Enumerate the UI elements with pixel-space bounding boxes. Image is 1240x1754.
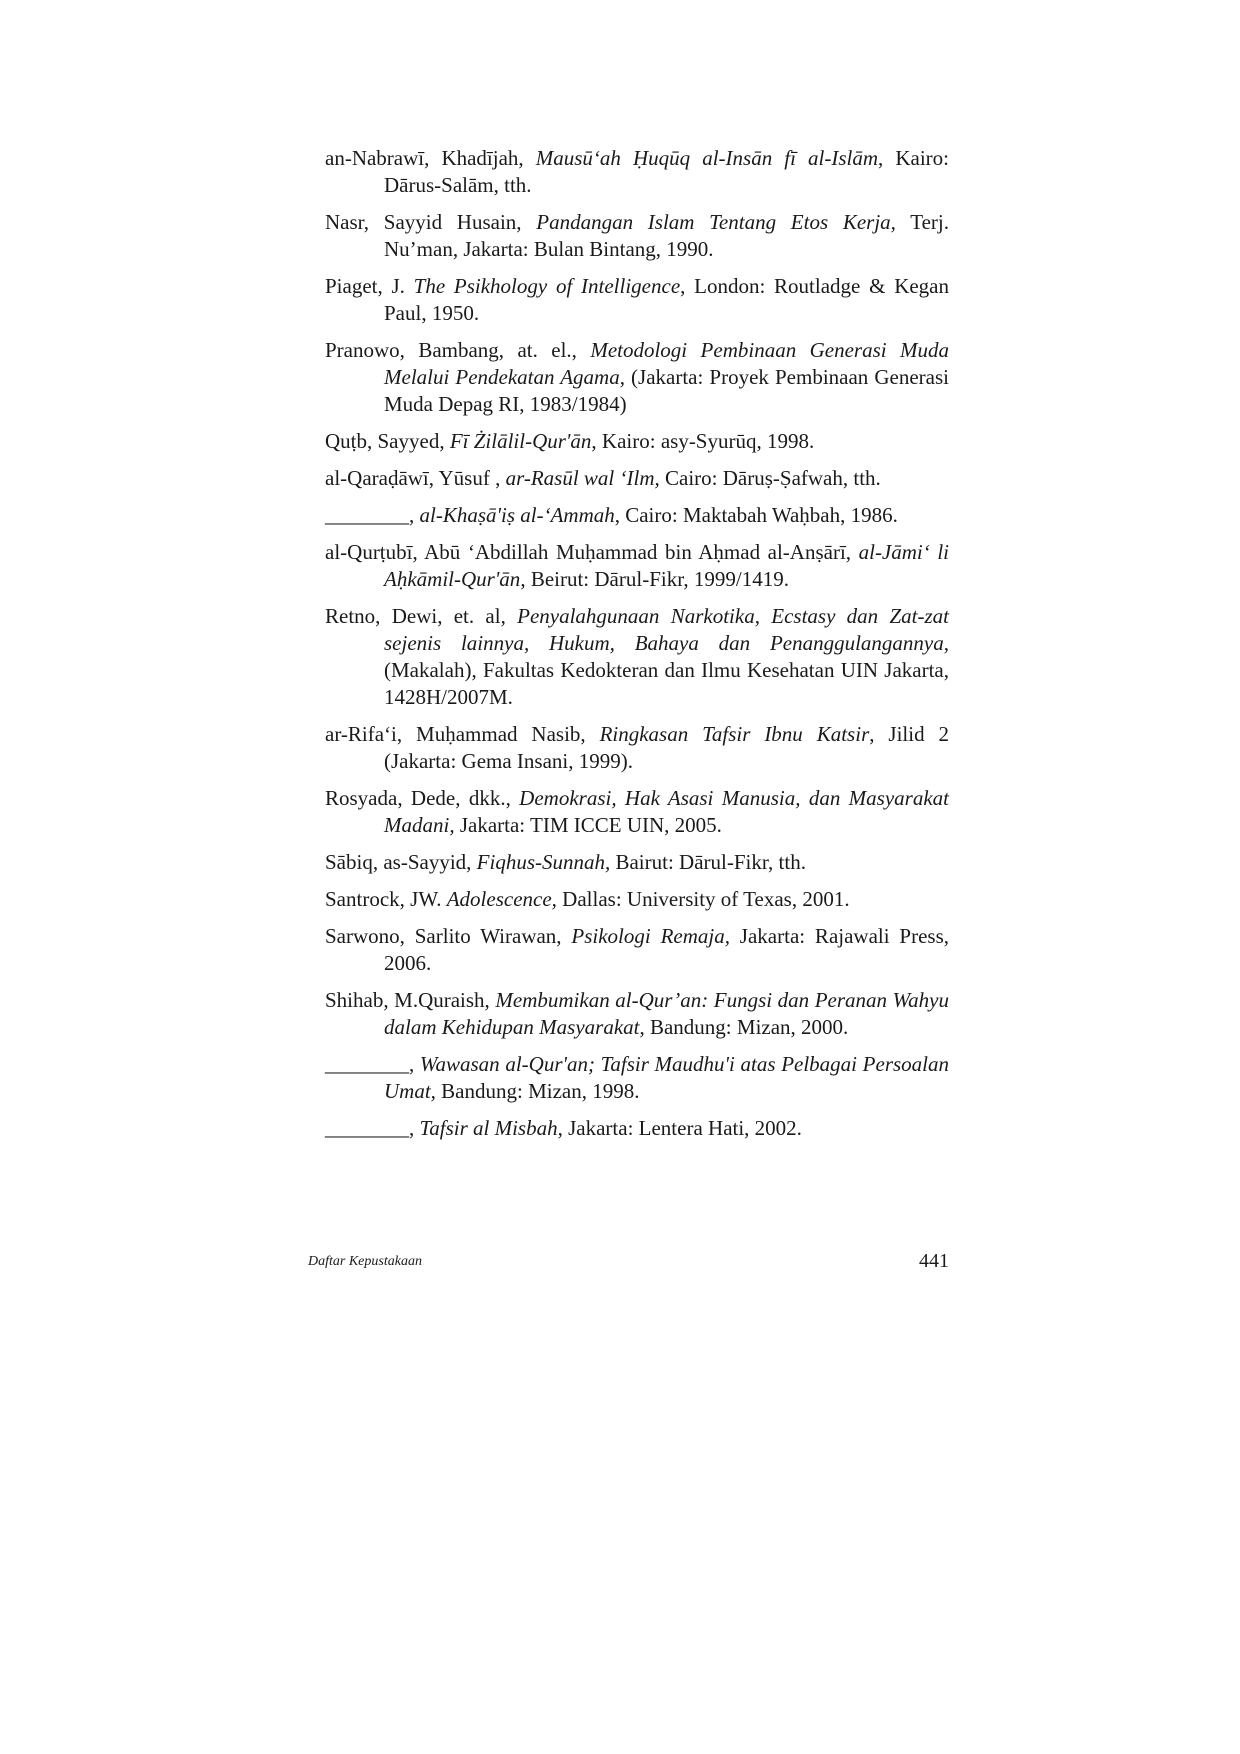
bibliography-entry: Rosyada, Dede, dkk., Demokrasi, Hak Asasi Manusia, dan Masyarakat Madani, Jakarta: TIM ICCE UIN, 2005. [325, 786, 949, 837]
bibliography-entry: Santrock, JW. Adolescence, Dallas: University of Texas, 2001. [325, 887, 850, 911]
bibliography-entry: ________, Wawasan al-Qur'an; Tafsir Maudhu'i atas Pelbagai Persoalan Umat, Bandung: Mizan, 1998. [325, 1052, 950, 1103]
bibliography-entry: ________, al-Khaṣā'iṣ al-‘Ammah, Cairo: Maktabah Waḥbah, 1986. [325, 503, 898, 527]
bibliography-entry: Quṭb, Sayyed, Fī Żilālil-Qur'ān, Kairo: asy-Syurūq, 1998. [325, 429, 815, 453]
bibliography-entry: ________, Tafsir al Misbah, Jakarta: Lentera Hati, 2002. [325, 1116, 802, 1140]
bibliography-entry: an-Nabrawī, Khadījah, Mausū‘ah Ḥuqūq al-Insān fī al-Islām, Kairo: Dārus-Salām, tth. [325, 146, 950, 197]
bibliography-entry: al-Qaraḍāwī, Yūsuf , ar-Rasūl wal ‘Ilm, Cairo: Dāruṣ-Ṣafwah, tth. [325, 466, 881, 490]
bibliography-entry: Nasr, Sayyid Husain, Pandangan Islam Tentang Etos Kerja, Terj. Nu’man, Jakarta: Bulan Bintang, 1990. [325, 210, 949, 261]
bibliography-entry: Sābiq, as-Sayyid, Fiqhus-Sunnah, Bairut: Dārul-Fikr, tth. [325, 850, 806, 874]
bibliography-entry: Piaget, J. The Psikhology of Intelligence, London: Routladge & Kegan Paul, 1950. [325, 274, 949, 325]
running-title: Daftar Kepustakaan [308, 1254, 422, 1269]
page-number: 441 [919, 1250, 949, 1272]
bibliography-entry: ar-Rifa‘i, Muḥammad Nasib, Ringkasan Tafsir Ibnu Katsir, Jilid 2 (Jakarta: Gema Insani, 1999). [325, 722, 949, 773]
bibliography-entry: Pranowo, Bambang, at. el., Metodologi Pembinaan Generasi Muda Melalui Pendekatan Agama, (Jakarta: Proyek Pembinaan Generasi Muda Depag RI, 1983/1984) [325, 338, 949, 416]
bibliography-entry: al-Qurṭubī, Abū ‘Abdillah Muḥammad bin Aḥmad al-Anṣārī, al-Jāmi‘ li Aḥkāmil-Qur'ān, Beirut: Dārul-Fikr, 1999/1419. [325, 540, 949, 591]
bibliography-list [325, 145, 949, 1152]
bibliography-entry: Sarwono, Sarlito Wirawan, Psikologi Remaja, Jakarta: Rajawali Press, 2006. [325, 924, 949, 975]
bibliography-entry: Retno, Dewi, et. al, Penyalahgunaan Narkotika, Ecstasy dan Zat-zat sejenis lainnya, Hukum, Bahaya dan Penanggulangannya, (Makalah), Fakultas Kedokteran dan Ilmu Kesehatan UIN Jakarta, 1428H/2007M. [325, 604, 949, 709]
bibliography-entry: Shihab, M.Quraish, Membumikan al-Qur’an: Fungsi dan Peranan Wahyu dalam Kehidupan Masyarakat, Bandung: Mizan, 2000. [325, 988, 949, 1039]
